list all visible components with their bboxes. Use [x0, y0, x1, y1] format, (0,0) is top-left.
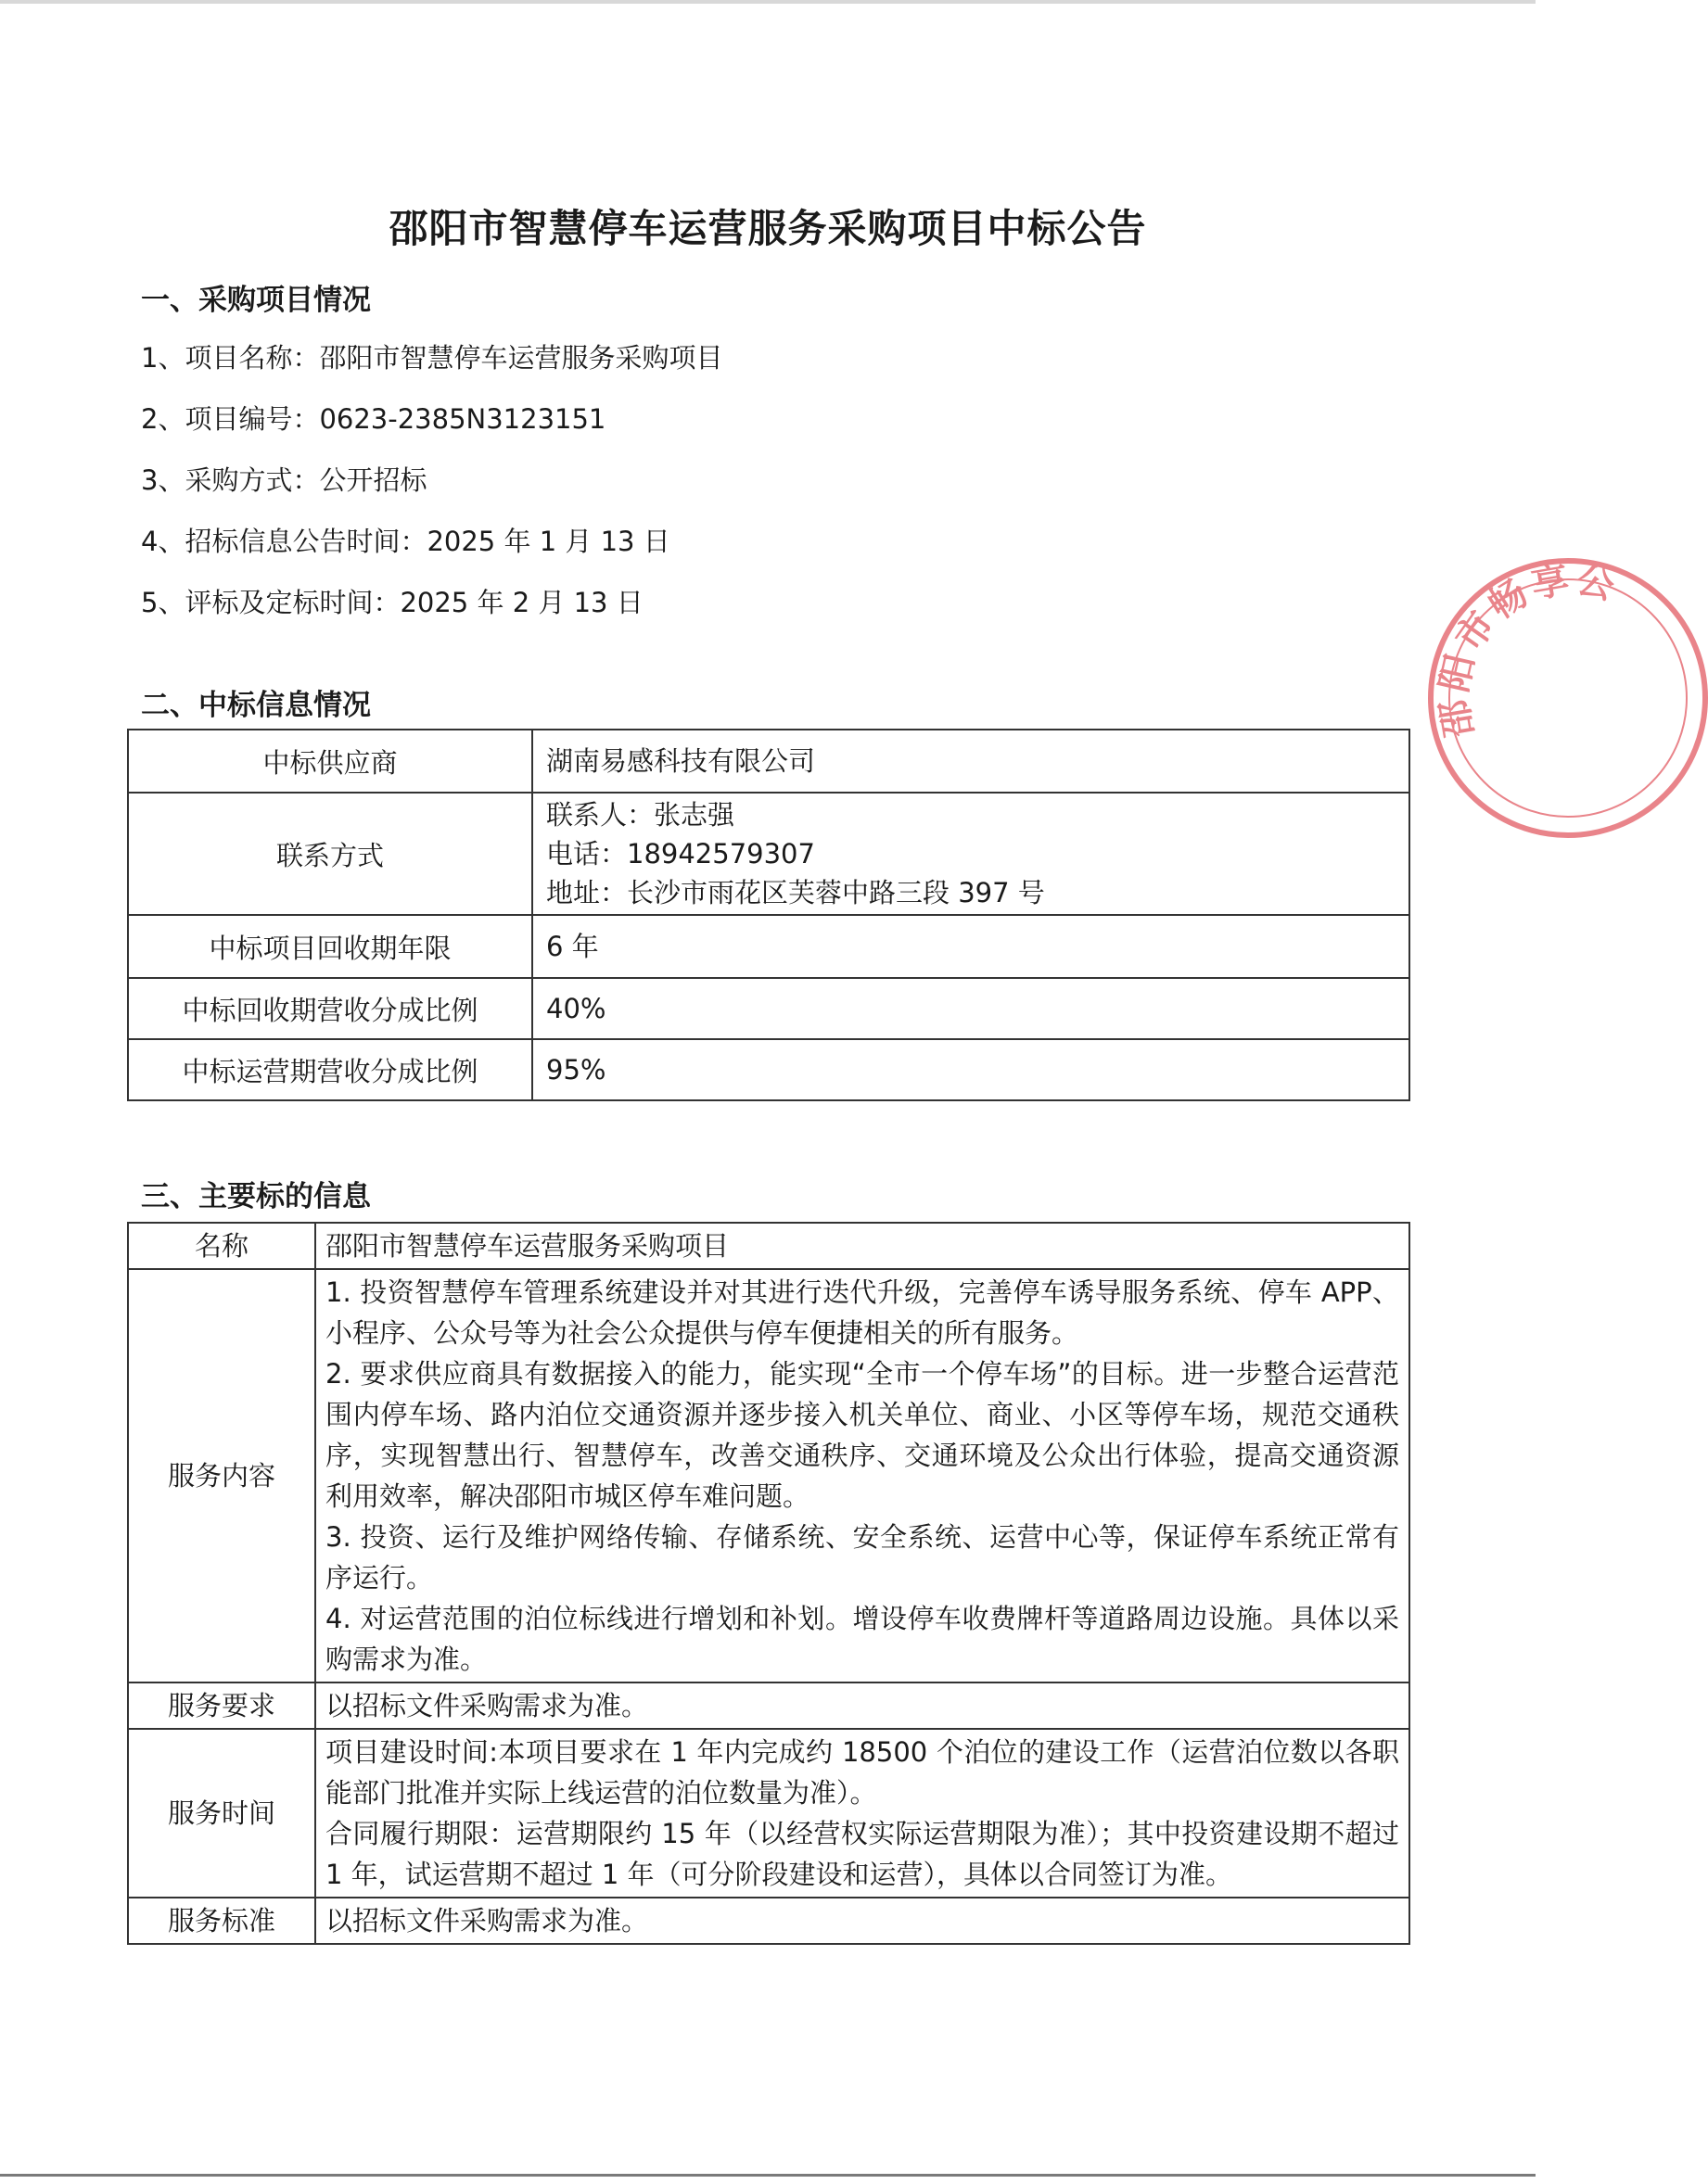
service-content-item-4: 4. 对运营范围的泊位标线进行增划和补划。增设停车收费牌杆等道路周边设施。具体以采购需求为准。: [325, 1603, 1399, 1675]
project-name-line: 1、项目名称：邵阳市智慧停车运营服务采购项目: [141, 342, 723, 374]
table-row: [128, 793, 1409, 915]
operation-share-value: 95%: [532, 1039, 1409, 1100]
service-requirement-value: [315, 1682, 1409, 1729]
name-label: 名称: [128, 1223, 315, 1269]
table-row: [128, 915, 1409, 978]
service-standard-label: 服务标准: [128, 1898, 315, 1944]
table-row: [128, 1729, 1409, 1898]
subject-info-table: [127, 1222, 1410, 1945]
service-requirement-label: 服务要求: [128, 1682, 315, 1729]
winning-supplier-value: 湖南易感科技有限公司: [532, 730, 1409, 793]
scan-bottom-edge: [0, 2174, 1536, 2177]
winning-supplier-label: 中标供应商: [128, 730, 532, 793]
payback-share-label: 中标回收期营收分成比例: [128, 978, 532, 1039]
project-number-line: 2、项目编号：0623-2385N3123151: [141, 403, 606, 435]
table-row: [128, 1898, 1409, 1944]
company-seal: [1428, 558, 1708, 838]
table-row: [128, 978, 1409, 1039]
table-row: [128, 1682, 1409, 1729]
table-row: [128, 1223, 1409, 1269]
service-content-item-2: 2. 要求供应商具有数据接入的能力，能实现“全市一个停车场”的目标。进一步整合运营范围内停车场、路内泊位交通资源并逐步接入机关单位、商业、小区等停车场，规范交通秩序，实现智慧出行、智慧停车，改善交通秩序、交通环境及公众出行体验，提高交通资源利用效率，解决邵阳市城区停车难问题。: [325, 1358, 1399, 1512]
evaluation-date-line: 5、评标及定标时间：2025 年 2 月 13 日: [141, 587, 644, 618]
page-title: 邵阳市智慧停车运营服务采购项目中标公告: [389, 206, 1147, 251]
service-time-label: 服务时间: [128, 1729, 315, 1898]
announcement-date-line: 4、招标信息公告时间：2025 年 1 月 13 日: [141, 526, 670, 557]
scan-top-edge: [0, 0, 1536, 4]
contract-period-text: 合同履行期限：运营期限约 15 年（以经营权实际运营期限为准）；其中投资建设期不超过 1 年，试运营期不超过 1 年（可分阶段建设和运营），具体以合同签订为准。: [325, 1818, 1399, 1890]
service-content-label: 服务内容: [128, 1269, 315, 1682]
payback-share-value: 40%: [532, 978, 1409, 1039]
section1-heading: 一、采购项目情况: [141, 284, 371, 317]
service-standard-value: [315, 1898, 1409, 1944]
service-content-item-1: 1. 投资智慧停车管理系统建设并对其进行迭代升级，完善停车诱导服务系统、停车 APP、小程序、公众号等为社会公众提供与停车便捷相关的所有服务。: [325, 1276, 1399, 1349]
contact-person: 联系人：张志强: [546, 799, 735, 831]
winning-bid-table: [127, 729, 1410, 1101]
section3-heading: 三、主要标的信息: [141, 1180, 371, 1213]
contact-label: 联系方式: [128, 793, 532, 915]
table-row: [128, 1269, 1409, 1682]
table-row: [128, 730, 1409, 793]
payback-years-value: 6 年: [532, 915, 1409, 978]
service-standard-text: 以招标文件采购需求为准。: [325, 1905, 649, 1936]
name-value: [315, 1223, 1409, 1269]
contact-value: [532, 793, 1409, 915]
service-time-value: [315, 1729, 1409, 1898]
contact-address: 地址：长沙市雨花区芙蓉中路三段 397 号: [546, 877, 1045, 908]
seal-text: 邵阳市畅享公: [1432, 558, 1623, 741]
service-content-item-3: 3. 投资、运行及维护网络传输、存储系统、安全系统、运营中心等，保证停车系统正常有序运行。: [325, 1521, 1399, 1594]
name-text: 邵阳市智慧停车运营服务采购项目: [325, 1230, 730, 1262]
svg-text:邵阳市畅享公: [1432, 558, 1622, 741]
construction-period-text: 项目建设时间:本项目要求在 1 年内完成约 18500 个泊位的建设工作（运营泊位数以各职能部门批准并实际上线运营的泊位数量为准）。: [325, 1736, 1399, 1809]
payback-years-label: 中标项目回收期年限: [128, 915, 532, 978]
contact-phone: 电话：18942579307: [546, 838, 815, 870]
seal-text-arc: [1428, 558, 1708, 838]
operation-share-label: 中标运营期营收分成比例: [128, 1039, 532, 1100]
service-requirement-text: 以招标文件采购需求为准。: [325, 1690, 649, 1721]
service-content-value: [315, 1269, 1409, 1682]
section2-heading: 二、中标信息情况: [141, 689, 371, 722]
procurement-method-line: 3、采购方式：公开招标: [141, 464, 427, 496]
table-row: [128, 1039, 1409, 1100]
